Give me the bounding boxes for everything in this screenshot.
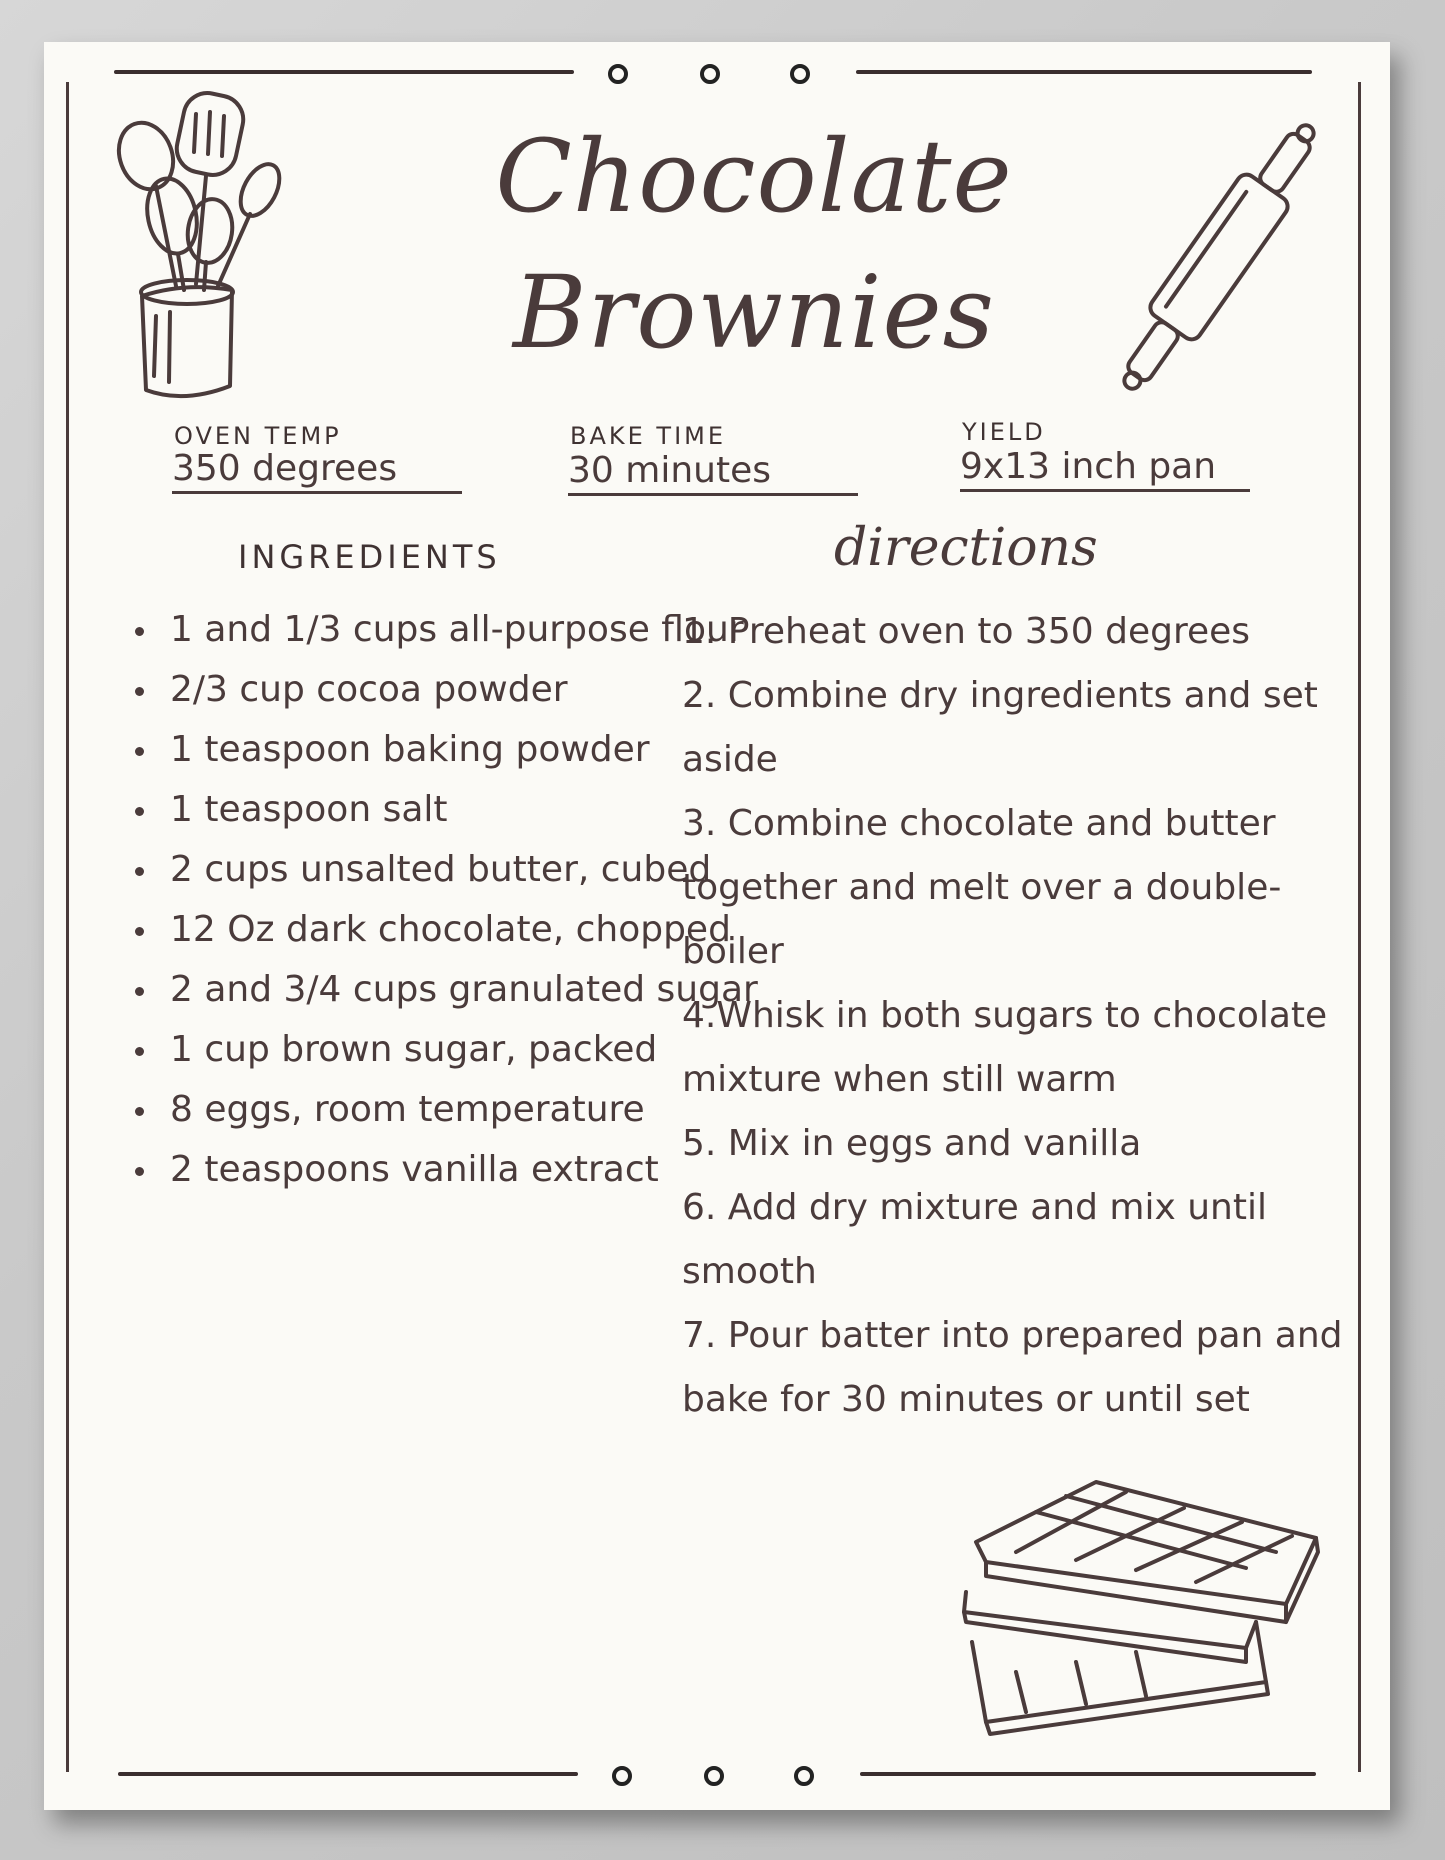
ingredients-heading: INGREDIENTS xyxy=(238,538,501,576)
bottom-rule-right xyxy=(860,1772,1316,1776)
bottom-ring-1 xyxy=(612,1766,632,1786)
bottom-rule-left xyxy=(118,1772,578,1776)
recipe-title-line1: Chocolate xyxy=(495,118,1013,235)
direction-step: 3. Combine chocolate and butter together and melt over a double-boiler xyxy=(682,803,1282,972)
direction-step: 7. Pour batter into prepared pan and bake for 30 minutes or until set xyxy=(682,1315,1343,1420)
top-rule-right xyxy=(856,70,1312,74)
bake-time-label: BAKE TIME xyxy=(570,422,727,450)
top-ring-2 xyxy=(700,64,720,84)
list-item: • 2 and 3/4 cups granulated sugar xyxy=(160,960,780,1020)
top-ring-1 xyxy=(608,64,628,84)
top-rule-left xyxy=(114,70,574,74)
directions-heading: directions xyxy=(834,518,1098,578)
chocolate-bars-icon xyxy=(956,1472,1336,1742)
directions-list xyxy=(682,600,1382,1432)
list-item: • 1 and 1/3 cups all-purpose flour xyxy=(160,600,780,660)
bottom-ring-2 xyxy=(704,1766,724,1786)
utensil-crock-icon xyxy=(114,86,314,406)
list-item: • 1 cup brown sugar, packed xyxy=(160,1020,780,1080)
yield-label: YIELD xyxy=(962,418,1046,446)
list-item: • 2/3 cup cocoa powder xyxy=(160,660,780,720)
rolling-pin-icon xyxy=(1094,92,1344,422)
recipe-card xyxy=(44,42,1390,1810)
list-item: • 1 teaspoon salt xyxy=(160,780,780,840)
yield-value: 9x13 inch pan xyxy=(960,446,1250,492)
bake-time-value: 30 minutes xyxy=(568,450,858,496)
direction-step: 4.Whisk in both sugars to chocolate mixture when still warm xyxy=(682,995,1328,1100)
recipe-title-line2: Brownies xyxy=(513,254,995,371)
top-ring-3 xyxy=(790,64,810,84)
oven-temp-value: 350 degrees xyxy=(172,448,462,494)
list-item: • 2 teaspoons vanilla extract xyxy=(160,1140,780,1200)
direction-step: 5. Mix in eggs and vanilla xyxy=(682,1123,1142,1164)
list-item: • 12 Oz dark chocolate, chopped xyxy=(160,900,780,960)
left-border-line xyxy=(66,82,69,1772)
direction-step: 2. Combine dry ingredients and set aside xyxy=(682,675,1318,780)
list-item: • 8 eggs, room temperature xyxy=(160,1080,780,1140)
bottom-ring-3 xyxy=(794,1766,814,1786)
list-item: • 2 cups unsalted butter, cubed xyxy=(160,840,780,900)
ingredients-list xyxy=(104,600,780,1200)
direction-step: 1. Preheat oven to 350 degrees xyxy=(682,611,1251,652)
oven-temp-label: OVEN TEMP xyxy=(174,422,342,450)
list-item: • 1 teaspoon baking powder xyxy=(160,720,780,780)
direction-step: 6. Add dry mixture and mix until smooth xyxy=(682,1187,1267,1292)
